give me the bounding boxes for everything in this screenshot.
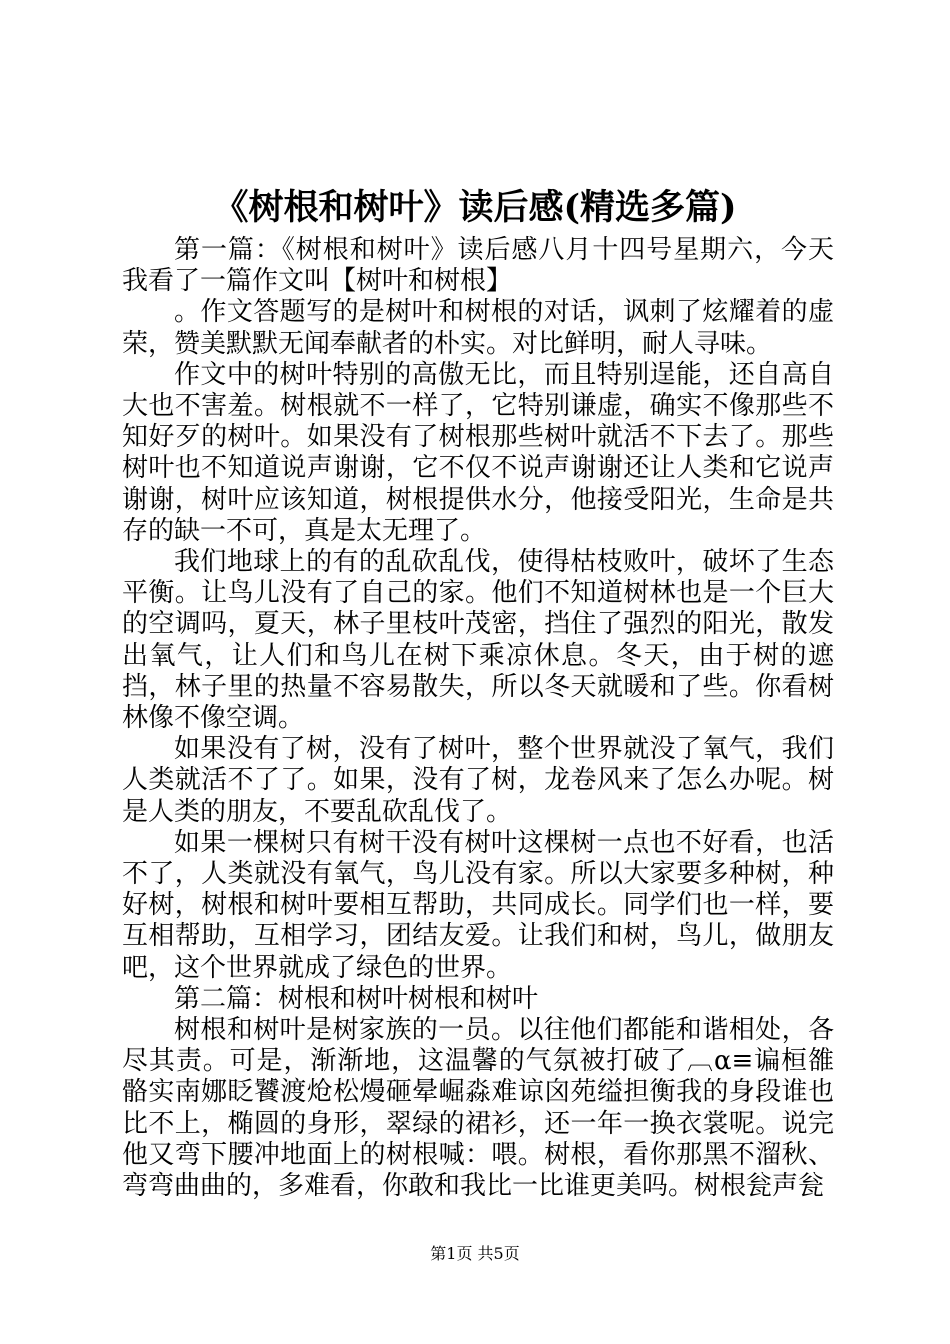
paragraph: 作文中的树叶特别的高傲无比，而且特别逞能，还自高自大也不害羞。树根就不一样了，它特别谦虚，确实不像那些不知好歹的树叶。如果没有了树根那些树叶就活不下去了。那些树叶也不知道说声谢谢，它不仅不说声谢谢还让人类和它说声谢谢，树叶应该知道，树根提供水分，他接受阳光，生命是共存的缺一不可，真是太无理了。 xyxy=(122,359,834,546)
paragraph: 第一篇：《树根和树叶》读后感八月十四号星期六，今天我看了一篇作文叫【树叶和树根】 xyxy=(122,235,834,297)
document-title: 《树根和树叶》读后感(精选多篇) xyxy=(213,187,737,228)
document-body xyxy=(122,235,834,1202)
paragraph: 树根和树叶是树家族的一员。以往他们都能和谐相处，各尽其责。可是，渐渐地，这温馨的气氛被打破了︹α≡谝桓雒骼实南娜眨饕渡炝松熳砸晕崛淼难谅囟苑缢担衡我的身段谁也比不上，椭圆的身形，翠绿的裙衫，还一年一换衣裳呢。说完他又弯下腰冲地面上的树根喊：喂。树根，看你那黑不溜秋、弯弯曲曲的，多难看，你敢和我比一比谁更美吗。树根瓮声瓮 xyxy=(122,1015,834,1202)
paragraph: 如果一棵树只有树干没有树叶这棵树一点也不好看，也活不了，人类就没有氧气，鸟儿没有家。所以大家要多种树，种好树，树根和树叶要相互帮助，共同成长。同学们也一样，要互相帮助，互相学习，团结友爱。让我们和树，鸟儿，做朋友吧，这个世界就成了绿色的世界。 xyxy=(122,827,834,983)
section-heading: 第二篇：树根和树叶树根和树叶 xyxy=(174,983,539,1014)
paragraph: 。作文答题写的是树叶和树根的对话，讽刺了炫耀着的虚荣，赞美默默无闻奉献者的朴实。对比鲜明，耐人寻味。 xyxy=(122,297,834,359)
paragraph: 如果没有了树，没有了树叶，整个世界就没了氧气，我们人类就活不了了。如果，没有了树，龙卷风来了怎么办呢。树是人类的朋友，不要乱砍乱伐了。 xyxy=(122,734,834,827)
page-footer: 第1页 共5页 xyxy=(430,1244,520,1263)
paragraph: 我们地球上的有的乱砍乱伐，使得枯枝败叶，破坏了生态平衡。让鸟儿没有了自己的家。他们不知道树林也是一个巨大的空调吗，夏天，林子里枝叶茂密，挡住了强烈的阳光，散发出氧气，让人们和鸟儿在树下乘凉休息。冬天，由于树的遮挡，林子里的热量不容易散失，所以冬天就暖和了些。你看树林像不像空调。 xyxy=(122,547,834,734)
